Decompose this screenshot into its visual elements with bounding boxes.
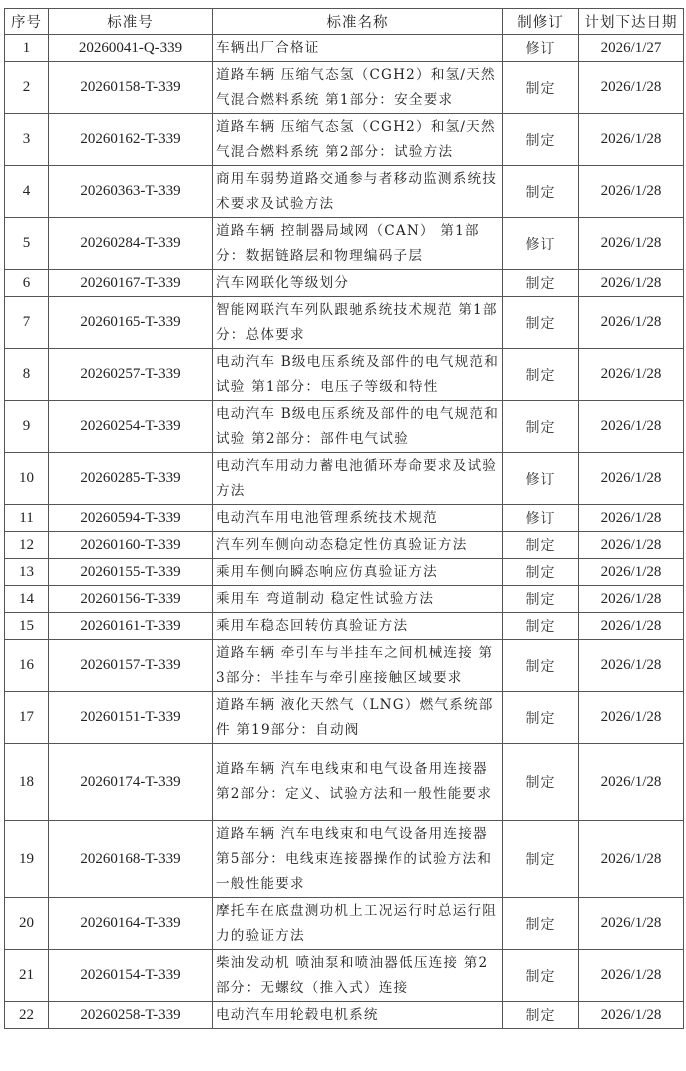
standard-name-cell: 电动汽车用动力蓄电池循环寿命要求及试验方法 bbox=[213, 453, 503, 505]
revision-type-cell: 制定 bbox=[503, 898, 579, 950]
revision-type-cell: 制定 bbox=[503, 349, 579, 401]
serial-cell: 4 bbox=[5, 166, 49, 218]
header-serial: 序号 bbox=[5, 9, 49, 35]
table-row bbox=[5, 613, 684, 640]
standard-code-cell: 20260162-T-339 bbox=[49, 114, 213, 166]
standard-name-cell: 柴油发动机 喷油泵和喷油器低压连接 第2部分：无螺纹（推入式）连接 bbox=[213, 950, 503, 1002]
standard-name-cell: 道路车辆 控制器局域网（CAN） 第1部分：数据链路层和物理编码子层 bbox=[213, 218, 503, 270]
table-row bbox=[5, 297, 684, 349]
standard-code-cell: 20260257-T-339 bbox=[49, 349, 213, 401]
serial-cell: 2 bbox=[5, 62, 49, 114]
table-row bbox=[5, 898, 684, 950]
serial-cell: 17 bbox=[5, 692, 49, 744]
standard-code-cell: 20260363-T-339 bbox=[49, 166, 213, 218]
revision-type-cell: 修订 bbox=[503, 505, 579, 532]
table-header-row bbox=[5, 9, 684, 35]
serial-cell: 21 bbox=[5, 950, 49, 1002]
serial-cell: 15 bbox=[5, 613, 49, 640]
standard-name-cell: 智能网联汽车列队跟驰系统技术规范 第1部分：总体要求 bbox=[213, 297, 503, 349]
revision-type-cell: 制定 bbox=[503, 1002, 579, 1029]
plan-date-cell: 2026/1/28 bbox=[579, 613, 684, 640]
table-row bbox=[5, 218, 684, 270]
serial-cell: 16 bbox=[5, 640, 49, 692]
revision-type-cell: 制定 bbox=[503, 62, 579, 114]
standard-name-cell: 道路车辆 汽车电线束和电气设备用连接器 第5部分：电线束连接器操作的试验方法和一般性能要求 bbox=[213, 821, 503, 898]
plan-date-cell: 2026/1/27 bbox=[579, 35, 684, 62]
table-row bbox=[5, 1002, 684, 1029]
revision-type-cell: 制定 bbox=[503, 586, 579, 613]
plan-date-cell: 2026/1/28 bbox=[579, 559, 684, 586]
standard-name-cell: 道路车辆 液化天然气（LNG）燃气系统部件 第19部分：自动阀 bbox=[213, 692, 503, 744]
table-body bbox=[5, 35, 684, 1029]
plan-date-cell: 2026/1/28 bbox=[579, 744, 684, 821]
standard-name-cell: 商用车弱势道路交通参与者移动监测系统技术要求及试验方法 bbox=[213, 166, 503, 218]
standard-code-cell: 20260594-T-339 bbox=[49, 505, 213, 532]
standard-code-cell: 20260155-T-339 bbox=[49, 559, 213, 586]
plan-date-cell: 2026/1/28 bbox=[579, 166, 684, 218]
table-row bbox=[5, 692, 684, 744]
standard-name-cell: 摩托车在底盘测功机上工况运行时总运行阻力的验证方法 bbox=[213, 898, 503, 950]
standard-code-cell: 20260156-T-339 bbox=[49, 586, 213, 613]
table-row bbox=[5, 62, 684, 114]
serial-cell: 18 bbox=[5, 744, 49, 821]
standard-code-cell: 20260284-T-339 bbox=[49, 218, 213, 270]
plan-date-cell: 2026/1/28 bbox=[579, 218, 684, 270]
table-row bbox=[5, 114, 684, 166]
standard-code-cell: 20260041-Q-339 bbox=[49, 35, 213, 62]
standard-name-cell: 电动汽车 B级电压系统及部件的电气规范和试验 第2部分：部件电气试验 bbox=[213, 401, 503, 453]
header-standard-code: 标准号 bbox=[49, 9, 213, 35]
serial-cell: 8 bbox=[5, 349, 49, 401]
revision-type-cell: 修订 bbox=[503, 35, 579, 62]
standard-code-cell: 20260285-T-339 bbox=[49, 453, 213, 505]
standard-code-cell: 20260165-T-339 bbox=[49, 297, 213, 349]
standard-code-cell: 20260160-T-339 bbox=[49, 532, 213, 559]
plan-date-cell: 2026/1/28 bbox=[579, 297, 684, 349]
table-row bbox=[5, 270, 684, 297]
revision-type-cell: 修订 bbox=[503, 218, 579, 270]
standard-name-cell: 电动汽车用电池管理系统技术规范 bbox=[213, 505, 503, 532]
serial-cell: 14 bbox=[5, 586, 49, 613]
revision-type-cell: 制定 bbox=[503, 166, 579, 218]
revision-type-cell: 制定 bbox=[503, 401, 579, 453]
table-row bbox=[5, 401, 684, 453]
header-standard-name: 标准名称 bbox=[213, 9, 503, 35]
revision-type-cell: 制定 bbox=[503, 114, 579, 166]
serial-cell: 1 bbox=[5, 35, 49, 62]
serial-cell: 9 bbox=[5, 401, 49, 453]
table-row bbox=[5, 532, 684, 559]
standard-name-cell: 汽车网联化等级划分 bbox=[213, 270, 503, 297]
plan-date-cell: 2026/1/28 bbox=[579, 950, 684, 1002]
standard-code-cell: 20260151-T-339 bbox=[49, 692, 213, 744]
plan-date-cell: 2026/1/28 bbox=[579, 114, 684, 166]
standard-name-cell: 电动汽车 B级电压系统及部件的电气规范和试验 第1部分：电压子等级和特性 bbox=[213, 349, 503, 401]
serial-cell: 7 bbox=[5, 297, 49, 349]
plan-date-cell: 2026/1/28 bbox=[579, 270, 684, 297]
table-row bbox=[5, 640, 684, 692]
serial-cell: 22 bbox=[5, 1002, 49, 1029]
standard-name-cell: 乘用车 弯道制动 稳定性试验方法 bbox=[213, 586, 503, 613]
plan-date-cell: 2026/1/28 bbox=[579, 349, 684, 401]
revision-type-cell: 制定 bbox=[503, 821, 579, 898]
standard-name-cell: 电动汽车用轮毂电机系统 bbox=[213, 1002, 503, 1029]
standard-name-cell: 道路车辆 压缩气态氢（CGH2）和氢/天然气混合燃料系统 第1部分：安全要求 bbox=[213, 62, 503, 114]
table-row bbox=[5, 559, 684, 586]
revision-type-cell: 制定 bbox=[503, 532, 579, 559]
plan-date-cell: 2026/1/28 bbox=[579, 821, 684, 898]
serial-cell: 19 bbox=[5, 821, 49, 898]
standard-name-cell: 车辆出厂合格证 bbox=[213, 35, 503, 62]
header-plan-date: 计划下达日期 bbox=[579, 9, 684, 35]
standard-code-cell: 20260158-T-339 bbox=[49, 62, 213, 114]
revision-type-cell: 修订 bbox=[503, 453, 579, 505]
standard-code-cell: 20260254-T-339 bbox=[49, 401, 213, 453]
revision-type-cell: 制定 bbox=[503, 950, 579, 1002]
standard-name-cell: 道路车辆 压缩气态氢（CGH2）和氢/天然气混合燃料系统 第2部分：试验方法 bbox=[213, 114, 503, 166]
serial-cell: 13 bbox=[5, 559, 49, 586]
standards-table bbox=[4, 8, 684, 1029]
table-row bbox=[5, 821, 684, 898]
revision-type-cell: 制定 bbox=[503, 640, 579, 692]
standard-name-cell: 汽车列车侧向动态稳定性仿真验证方法 bbox=[213, 532, 503, 559]
standard-code-cell: 20260167-T-339 bbox=[49, 270, 213, 297]
header-revision-type: 制修订 bbox=[503, 9, 579, 35]
standard-code-cell: 20260258-T-339 bbox=[49, 1002, 213, 1029]
standard-code-cell: 20260154-T-339 bbox=[49, 950, 213, 1002]
standard-code-cell: 20260174-T-339 bbox=[49, 744, 213, 821]
standard-code-cell: 20260161-T-339 bbox=[49, 613, 213, 640]
plan-date-cell: 2026/1/28 bbox=[579, 505, 684, 532]
plan-date-cell: 2026/1/28 bbox=[579, 640, 684, 692]
plan-date-cell: 2026/1/28 bbox=[579, 532, 684, 559]
plan-date-cell: 2026/1/28 bbox=[579, 453, 684, 505]
serial-cell: 12 bbox=[5, 532, 49, 559]
table-row bbox=[5, 950, 684, 1002]
plan-date-cell: 2026/1/28 bbox=[579, 692, 684, 744]
revision-type-cell: 制定 bbox=[503, 744, 579, 821]
plan-date-cell: 2026/1/28 bbox=[579, 62, 684, 114]
table-row bbox=[5, 744, 684, 821]
table-row bbox=[5, 505, 684, 532]
plan-date-cell: 2026/1/28 bbox=[579, 586, 684, 613]
revision-type-cell: 制定 bbox=[503, 270, 579, 297]
revision-type-cell: 制定 bbox=[503, 692, 579, 744]
table-row bbox=[5, 349, 684, 401]
plan-date-cell: 2026/1/28 bbox=[579, 1002, 684, 1029]
serial-cell: 6 bbox=[5, 270, 49, 297]
serial-cell: 5 bbox=[5, 218, 49, 270]
standard-name-cell: 道路车辆 汽车电线束和电气设备用连接器 第2部分：定义、试验方法和一般性能要求 bbox=[213, 744, 503, 821]
standard-name-cell: 乘用车侧向瞬态响应仿真验证方法 bbox=[213, 559, 503, 586]
plan-date-cell: 2026/1/28 bbox=[579, 898, 684, 950]
standard-name-cell: 乘用车稳态回转仿真验证方法 bbox=[213, 613, 503, 640]
serial-cell: 11 bbox=[5, 505, 49, 532]
standard-code-cell: 20260157-T-339 bbox=[49, 640, 213, 692]
table-row bbox=[5, 35, 684, 62]
serial-cell: 10 bbox=[5, 453, 49, 505]
table-row bbox=[5, 166, 684, 218]
standard-name-cell: 道路车辆 牵引车与半挂车之间机械连接 第3部分：半挂车与牵引座接触区域要求 bbox=[213, 640, 503, 692]
revision-type-cell: 制定 bbox=[503, 559, 579, 586]
serial-cell: 3 bbox=[5, 114, 49, 166]
revision-type-cell: 制定 bbox=[503, 297, 579, 349]
standard-code-cell: 20260168-T-339 bbox=[49, 821, 213, 898]
serial-cell: 20 bbox=[5, 898, 49, 950]
plan-date-cell: 2026/1/28 bbox=[579, 401, 684, 453]
table-row bbox=[5, 586, 684, 613]
standard-code-cell: 20260164-T-339 bbox=[49, 898, 213, 950]
revision-type-cell: 制定 bbox=[503, 613, 579, 640]
table-row bbox=[5, 453, 684, 505]
